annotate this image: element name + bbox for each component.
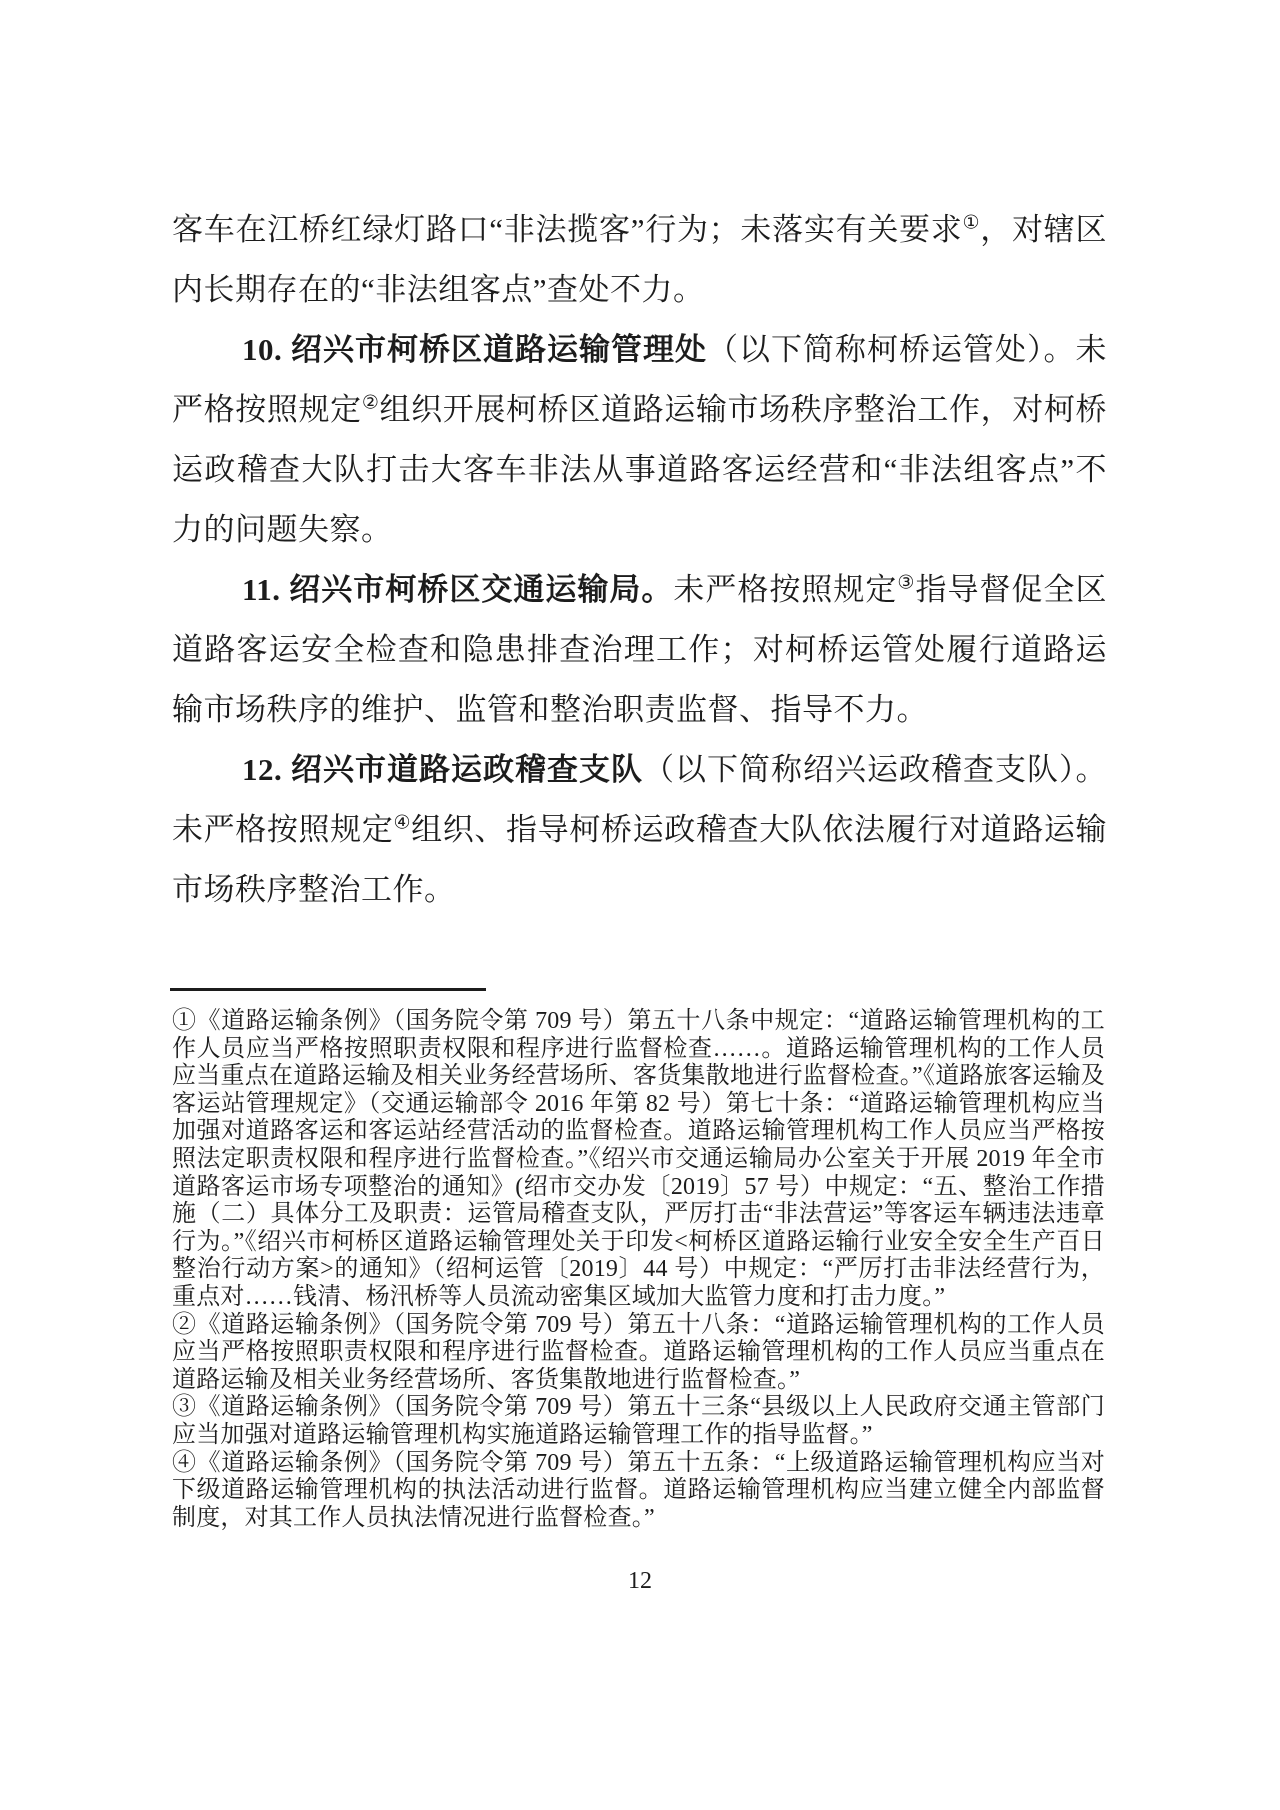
footnotes-section: [172, 1008, 1105, 1532]
footnote-ref-superscript: ③: [897, 572, 916, 594]
footnote-item: ①《道路运输条例》（国务院令第 709 号）第五十八条中规定：“道路运输管理机构的工作人员应当严格按照职责权限和程序进行监督检查……。道路运输管理机构的工作人员应当重点在道路运输及相关业务经营场所、客货集散地进行监督检查。”《道路旅客运输及客运站管理规定》（交通运输部令 2016 年第 82 号）第七十条：“道路运输管理机构应当加强对道路客运和客运站经营活动的监督检查。道路运输管理机构工作人员应当严格按照法定职责权限和程序进行监督检查。”《绍兴市交通运输局办公室关于开展 2019 年全市道路客运市场专项整治的通知》(绍市交办发〔2019〕57 号）中规定：“五、整治工作措施（二）具体分工及职责：运管局稽查支队，严厉打击“非法营运”等客运车辆违法违章行为。”《绍兴市柯桥区道路运输管理处关于印发<柯桥区道路运输行业安全安全生产百日整治行动方案>的通知》（绍柯运管〔2019〕44 号）中规定：“严厉打击非法经营行为，重点对……钱清、杨汛桥等人员流动密集区域加大监管力度和打击力度。”: [172, 1008, 1105, 1310]
text-run: 未严格按照规定: [673, 572, 898, 607]
section-heading: 10. 绍兴市柯桥区道路运输管理处: [242, 332, 707, 367]
section-heading: 11. 绍兴市柯桥区交通运输局。: [242, 572, 674, 607]
footnote-ref-superscript: ④: [393, 812, 412, 834]
page-number: 12: [628, 1568, 652, 1594]
body-text-block: [172, 200, 1107, 920]
text-run: 组织开展柯桥区道路运输市场秩序整治工作，对柯桥运政稽查大队打击大客车非法从事道路客运经营和“非法组客点”不力的问题失察。: [172, 392, 1107, 547]
section-heading: 12. 绍兴市道路运政稽查支队: [242, 752, 643, 787]
footnote-separator: [170, 988, 486, 991]
text-run: 指导督促全区道路客运安全检查和隐患排查治理工作；对柯桥运管处履行道路运输市场秩序的维护、监管和整治职责监督、指导不力。: [172, 572, 1107, 727]
footnote-item: ②《道路运输条例》（国务院令第 709 号）第五十八条：“道路运输管理机构的工作人员应当严格按照职责权限和程序进行监督检查。道路运输管理机构的工作人员应当重点在道路运输及相关业务经营场所、客货集散地进行监督检查。”: [172, 1311, 1105, 1393]
footnote-item: ④《道路运输条例》（国务院令第 709 号）第五十五条：“上级道路运输管理机构应当对下级道路运输管理机构的执法活动进行监督。道路运输管理机构应当建立健全内部监督制度，对其工作人员执法情况进行监督检查。”: [172, 1449, 1105, 1531]
body-paragraph: [172, 740, 1107, 920]
footnote-item: ③《道路运输条例》（国务院令第 709 号）第五十三条“县级以上人民政府交通主管部门应当加强对道路运输管理机构实施道路运输管理工作的指导监督。”: [172, 1394, 1105, 1448]
text-run: （以下简称绍兴运政稽查支队）。未严格按照规定: [172, 752, 1107, 847]
text-run: 组织、指导柯桥运政稽查大队依法履行对道路运输市场秩序整治工作。: [172, 812, 1108, 907]
body-paragraph: [172, 320, 1107, 560]
footnote-ref-superscript: ②: [361, 392, 380, 414]
text-run: ，对辖区内长期存在的“非法组客点”查处不力。: [172, 212, 1107, 307]
body-paragraph: [172, 200, 1107, 320]
text-run: （以下简称柯桥运管处）。未严格按照规定: [172, 332, 1107, 427]
text-run: 客车在江桥红绿灯路口“非法揽客”行为；未落实有关要求: [172, 212, 963, 247]
body-paragraph: [172, 560, 1107, 740]
footnote-ref-superscript: ①: [962, 212, 981, 234]
